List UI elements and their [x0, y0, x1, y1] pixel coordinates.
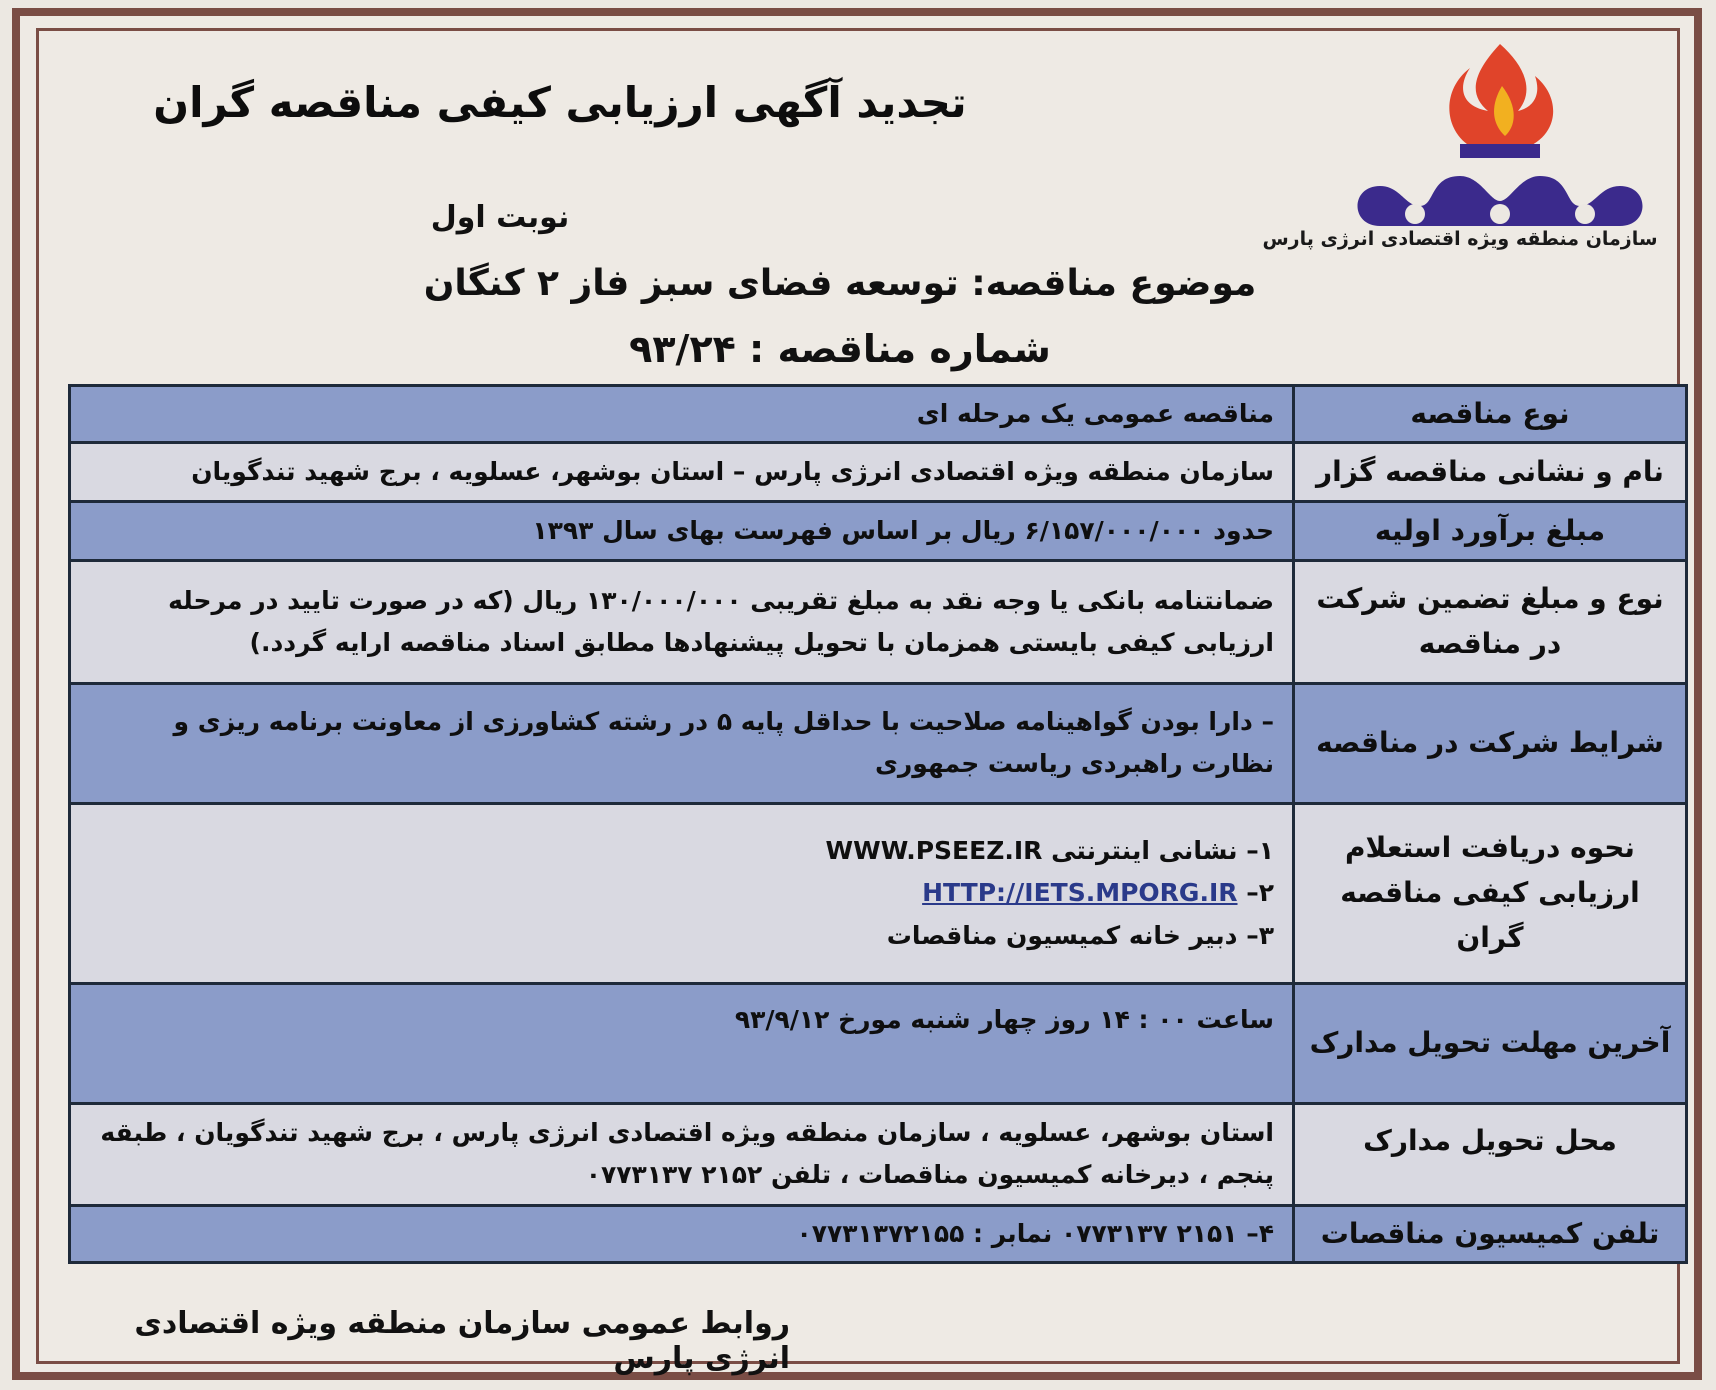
- table-row: [70, 443, 1687, 502]
- table-row: [70, 983, 1687, 1103]
- row-value: سازمان منطقه ویژه اقتصادی انرژی پارس – استان بوشهر، عسلویه ، برج شهید تندگویان: [70, 443, 1294, 502]
- row-value: ۴– ۲۱۵۱ ۰۷۷۳۱۳۷ نمابر : ۰۷۷۳۱۳۷۲۱۵۵: [70, 1205, 1294, 1262]
- table-row: [70, 1103, 1687, 1205]
- page-title: تجدید آگهی ارزیابی کیفی مناقصه گران: [153, 78, 967, 127]
- row-value: حدود ۶/۱۵۷/۰۰۰/۰۰۰ ریال بر اساس فهرست بهای سال ۱۳۹۳: [70, 502, 1294, 561]
- row-value: ضمانتنامه بانکی یا وجه نقد به مبلغ تقریبی ۱۳۰/۰۰۰/۰۰۰ ریال (که در صورت تایید در مرحله ارزیابی کیفی بایستی همزمان با تحویل پیشنهادها مطابق اسناد مناقصه ارایه گردد.): [70, 561, 1294, 683]
- row-label: تلفن کمیسیون مناقصات: [1294, 1205, 1687, 1262]
- row-value: [70, 804, 1294, 983]
- iets-link[interactable]: HTTP://IETS.MPORG.IR: [922, 878, 1238, 908]
- tender-subject: موضوع مناقصه: توسعه فضای سبز فاز ۲ کنگان: [423, 263, 1257, 304]
- row-label: نام و نشانی مناقصه گزار: [1294, 443, 1687, 502]
- logo-caption: سازمان منطقه ویژه اقتصادی انرژی پارس: [1262, 228, 1658, 250]
- row-label: آخرین مهلت تحویل مدارک: [1294, 983, 1687, 1103]
- row-label: نوع مناقصه: [1294, 386, 1687, 443]
- table-row: [70, 502, 1687, 561]
- row-label: مبلغ برآورد اولیه: [1294, 502, 1687, 561]
- tender-info-table: [68, 384, 1688, 1264]
- table-row: [70, 561, 1687, 683]
- round-label: نوبت اول: [430, 200, 570, 235]
- row-value: مناقصه عمومی یک مرحله ای: [70, 386, 1294, 443]
- list-item: ۳– دبیر خانه کمیسیون مناقصات: [886, 920, 1274, 950]
- list-item: ۲– HTTP://IETS.MPORG.IR: [922, 878, 1274, 908]
- website-link[interactable]: WWW.PSEEZ.IR: [825, 835, 1043, 865]
- table-row: [70, 804, 1687, 983]
- list-item: ۱– نشانی اینترنتی WWW.PSEEZ.IR: [825, 835, 1274, 865]
- table-row: [70, 683, 1687, 803]
- row-value: ساعت ۰۰ : ۱۴ روز چهار شنبه مورخ ۹۳/۹/۱۲: [70, 983, 1294, 1103]
- table-row: [70, 386, 1687, 443]
- footer-signature: روابط عمومی سازمان منطقه ویژه اقتصادی انرژی پارس: [134, 1306, 790, 1376]
- row-value: – دارا بودن گواهینامه صلاحیت با حداقل پایه ۵ در رشته کشاورزی از معاونت برنامه ریزی و نظارت راهبردی ریاست جمهوری: [70, 683, 1294, 803]
- row-label: شرایط شرکت در مناقصه: [1294, 683, 1687, 803]
- table-row: [70, 1205, 1687, 1262]
- row-label: نحوه دریافت استعلام ارزیابی کیفی مناقصه گران: [1294, 804, 1687, 983]
- row-label: نوع و مبلغ تضمین شرکت در مناقصه: [1294, 561, 1687, 683]
- tender-number: شماره مناقصه : ۹۳/۲۴: [629, 327, 1051, 371]
- row-value: استان بوشهر، عسلویه ، سازمان منطقه ویژه اقتصادی انرژی پارس ، برج شهید تندگویان ، طبقه پنجم ، دیرخانه کمیسیون مناقصات ، تلفن ۲۱۵۲ ۰۷۷۳۱۳۷: [70, 1103, 1294, 1205]
- row-label: محل تحویل مدارک: [1294, 1103, 1687, 1205]
